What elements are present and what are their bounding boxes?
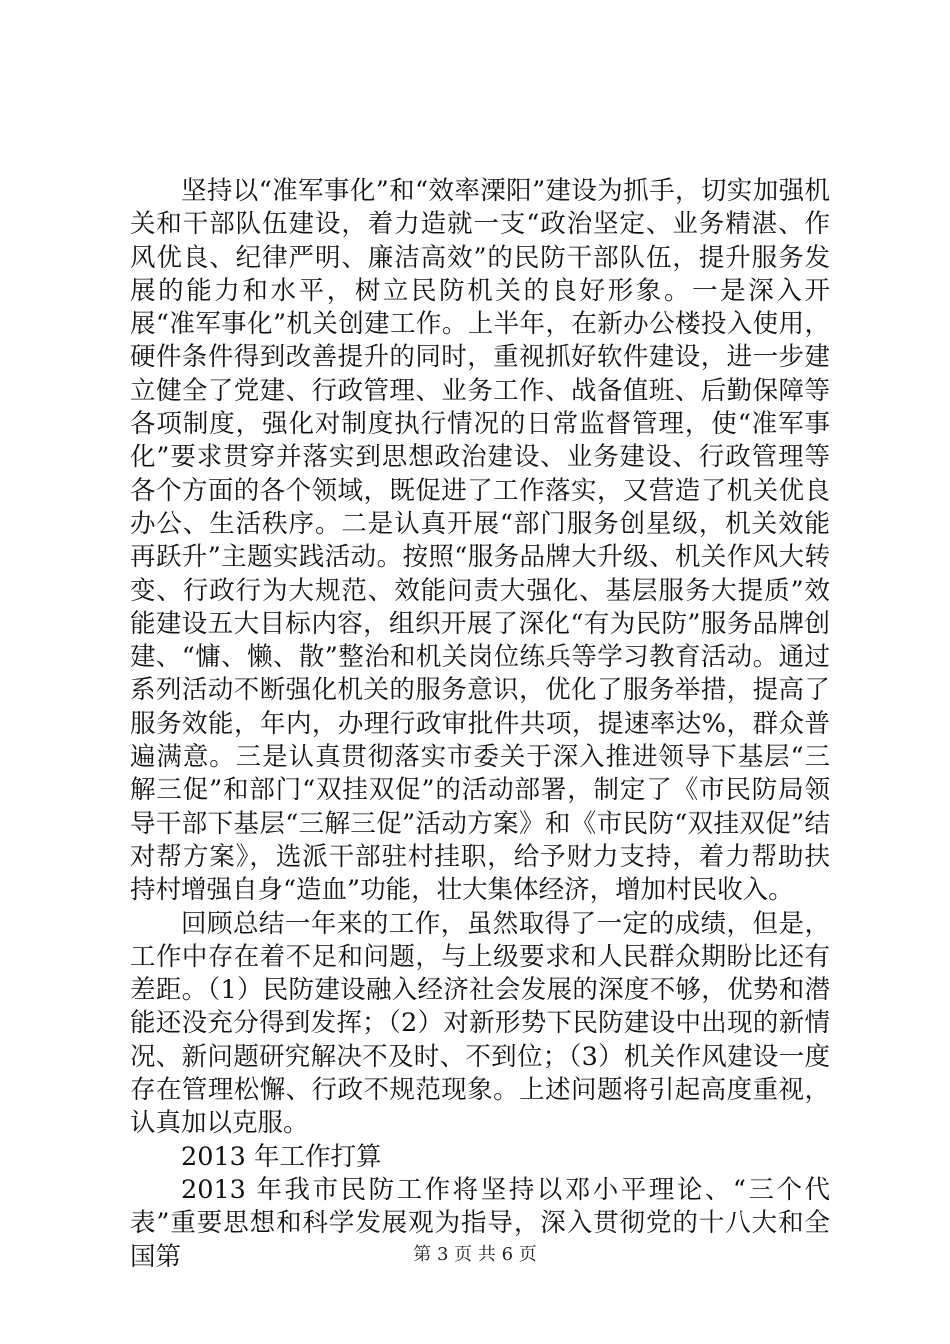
section-heading-2013-plan: 2013 年工作打算	[181, 1141, 382, 1172]
document-body	[130, 175, 830, 1274]
paragraph-2013-plan-intro: 2013 年我市民防工作将坚持以邓小平理论、“三个代表”重要思想和科学发展观为指导，深入贯彻党的十八大和全国第	[130, 1174, 830, 1272]
paragraph-civil-defense-work: 坚持以“准军事化”和“效率溧阳”建设为抓手，切实加强机关和干部队伍建设，着力造就一支“政治坚定、业务精湛、作风优良、纪律严明、廉洁高效”的民防干部队伍，提升服务发展的能力和水平，树立民防机关的良好形象。一是深入开展“准军事化”机关创建工作。上半年，在新办公楼投入使用，硬件条件得到改善提升的同时，重视抓好软件建设，进一步建立健全了党建、行政管理、业务工作、战备值班、后勤保障等各项制度，强化对制度执行情况的日常监督管理，使“准军事化”要求贯穿并落实到思想政治建设、业务建设、行政管理等各个方面的各个领域，既促进了工作落实，又营造了机关优良办公、生活秩序。二是认真开展“部门服务创星级，机关效能再跃升”主题实践活动。按照“服务品牌大升级、机关作风大转变、行政行为大规范、效能问责大强化、基层服务大提质”效能建设五大目标内容，组织开展了深化“有为民防”服务品牌创建、“慵、懒、散”整治和机关岗位练兵等学习教育活动。通过系列活动不断强化机关的服务意识，优化了服务举措，提高了服务效能，年内，办理行政审批件共项，提速率达%，群众普遍满意。三是认真贯彻落实市委关于深入推进领导下基层“三解三促”和部门“双挂双促”的活动部署，制定了《市民防局领导干部下基层“三解三促”活动方案》和《市民防“双挂双促”结对帮方案》，选派干部驻村挂职，给予财力支持，着力帮助扶持村增强自身“造血”功能，壮大集体经济，增加村民收入。	[130, 176, 830, 906]
page-number-footer: 第 3 页 共 6 页	[413, 1244, 537, 1265]
paragraph-review-summary: 回顾总结一年来的工作，虽然取得了一定的成绩，但是，工作中存在着不足和问题，与上级要求和人民群众期盼比还有差距。（1）民防建设融入经济社会发展的深度不够，优势和潜能还没充分得到发挥；（2）对新形势下民防建设中出现的新情况、新问题研究解决不及时、不到位；（3）机关作风建设一度存在管理松懈、行政不规范现象。上述问题将引起高度重视，认真加以克服。	[130, 908, 830, 1139]
